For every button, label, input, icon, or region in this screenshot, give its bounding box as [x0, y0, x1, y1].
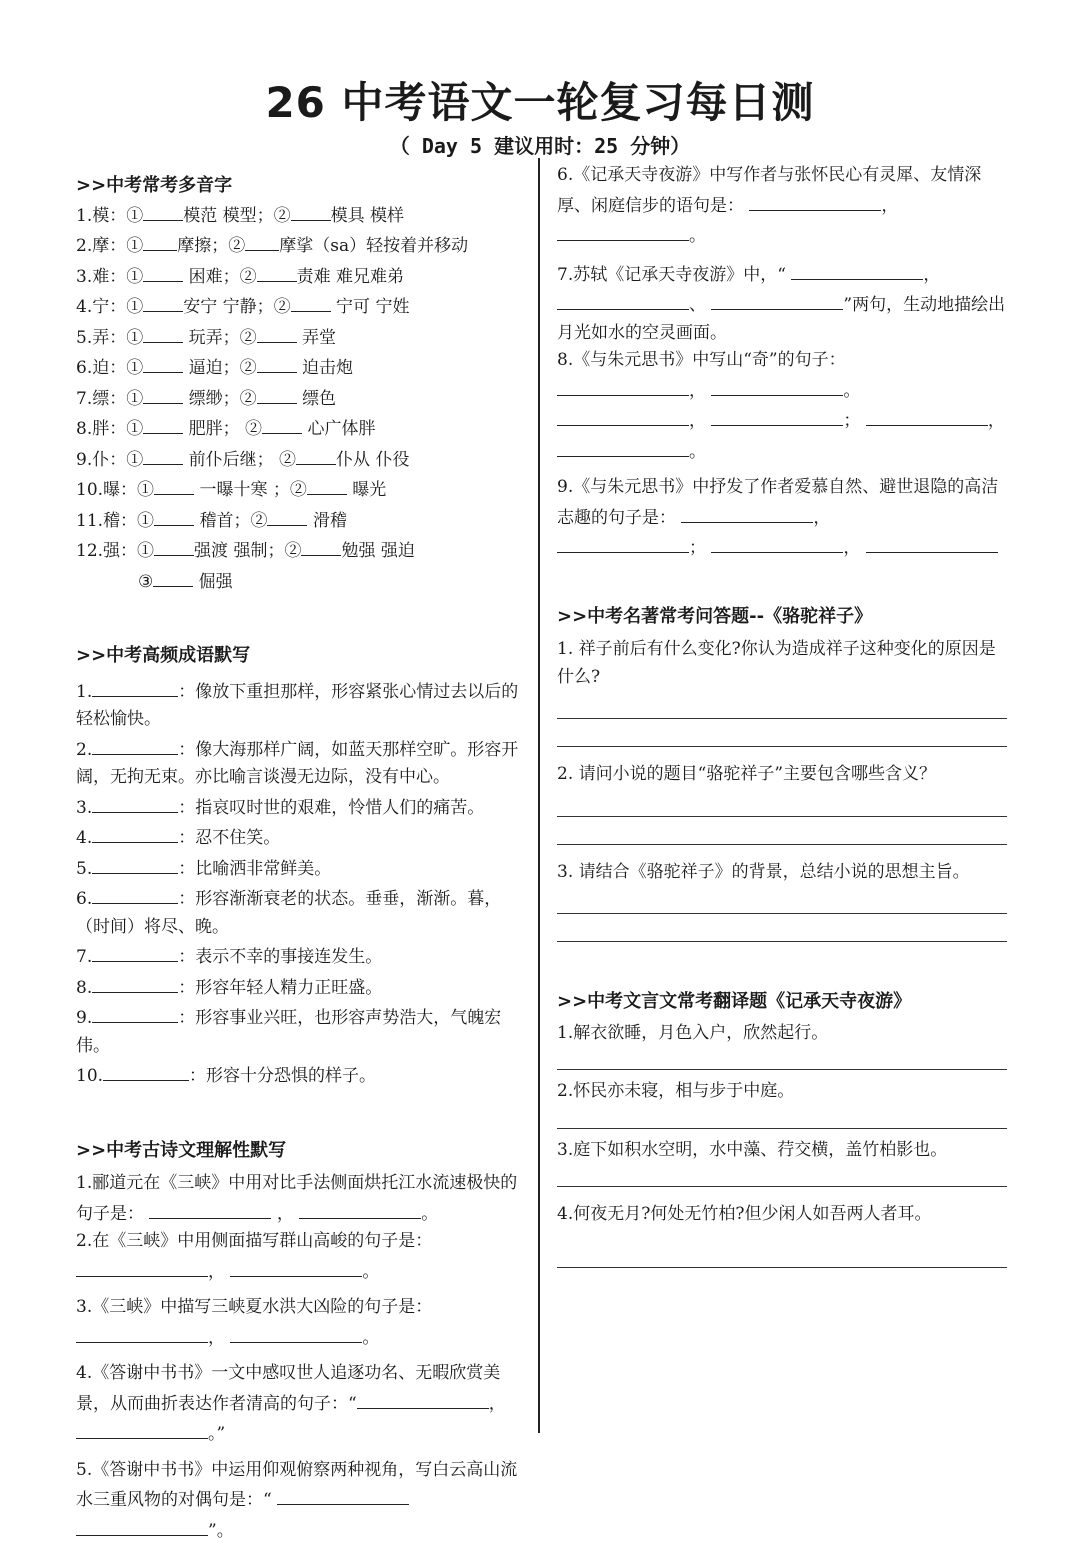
idiom-item: 2. ：像大海那样广阔，如蓝天那样空旷。形容开阔，无拘无束。亦比喻言谈漫无边际，没有中心。 [76, 734, 526, 792]
polyphonic-item: 10.曝：① 一曝十寒 ；② 曝光 [76, 474, 526, 505]
answer-blank[interactable] [103, 1060, 189, 1081]
answer-blank[interactable] [267, 505, 307, 526]
idiom-item: 6. ：形容渐渐衰老的状态。垂垂，渐渐。暮，（时间）将尽、晚。 [76, 883, 526, 941]
column-divider [538, 158, 540, 1433]
poetry-question-1: 1.郦道元在《三峡》中用对比手法侧面烘托江水流速极快的句子是： ， 。 [76, 1170, 526, 1228]
idiom-item: 10. ：形容十分恐惧的样子。 [76, 1060, 526, 1091]
polyphonic-item: 5.弄：① 玩弄；② 弄堂 [76, 322, 526, 353]
idiom-item: 3. ：指哀叹时世的艰难，怜惜人们的痛苦。 [76, 792, 526, 823]
answer-blank[interactable] [257, 352, 297, 373]
classic-question-3: 3. 请结合《骆驼祥子》的背景，总结小说的思想主旨。 [557, 859, 1007, 943]
answer-blank[interactable] [143, 444, 183, 465]
idiom-item: 5. ：比喻洒非常鲜美。 [76, 853, 526, 884]
answer-blank[interactable] [230, 1256, 362, 1277]
right-column [557, 162, 1007, 1268]
answer-blank[interactable] [866, 405, 988, 426]
section-heading-idioms: >>中考高频成语默写 [76, 642, 526, 670]
answer-blank[interactable] [299, 1198, 421, 1219]
answer-blank[interactable] [557, 532, 689, 553]
answer-blank[interactable] [154, 535, 194, 556]
answer-blank[interactable] [76, 1418, 208, 1439]
answer-blank[interactable] [262, 413, 302, 434]
answer-blank[interactable] [92, 822, 178, 843]
answer-blank[interactable] [92, 972, 178, 993]
polyphonic-item: 7.缥：① 缥缈；② 缥色 [76, 383, 526, 414]
answer-blank[interactable] [143, 322, 183, 343]
answer-blank[interactable] [230, 1322, 362, 1343]
polyphonic-item: 6.迫：① 逼迫；② 迫击炮 [76, 352, 526, 383]
translation-question-1: 1.解衣欲睡，月色入户，欣然起行。 [557, 1020, 1007, 1071]
answer-blank[interactable] [749, 190, 881, 211]
section-heading-classic: >>中考名著常考问答题--《骆驼祥子》 [557, 603, 1007, 631]
polyphonic-item: 11.稽：① 稽首；② 滑稽 [76, 505, 526, 536]
answer-blank[interactable] [92, 853, 178, 874]
answer-blank[interactable] [143, 413, 183, 434]
translation-question-3: 3.庭下如积水空明，水中藻、荇交横，盖竹柏影也。 [557, 1137, 1007, 1188]
polyphonic-item: 8.胖：① 肥胖； ② 心广体胖 [76, 413, 526, 444]
poetry-question-3: 3.《三峡》中描写三峡夏水洪大凶险的句子是： ， 。 [76, 1294, 526, 1352]
idiom-item: 9. ：形容事业兴旺，也形容声势浩大，气魄宏伟。 [76, 1002, 526, 1060]
answer-blank[interactable] [257, 383, 297, 404]
answer-line[interactable] [557, 1164, 1007, 1187]
answer-blank[interactable] [245, 230, 279, 251]
answer-line[interactable] [557, 817, 1007, 845]
answer-blank[interactable] [257, 322, 297, 343]
page-title: 26 中考语文一轮复习每日测 [0, 70, 1080, 130]
answer-blank[interactable] [307, 474, 347, 495]
answer-blank[interactable] [143, 230, 177, 251]
poetry-question-7: 7.苏轼《记承天寺夜游》中，“ ， 、 ”两句，生动地描绘出月光如水的空灵画面。 [557, 259, 1007, 348]
answer-line[interactable] [557, 914, 1007, 942]
answer-line[interactable] [557, 886, 1007, 914]
polyphonic-item: 12.强：① 强渡 强制；② 勉强 强迫 [76, 535, 526, 566]
answer-line[interactable] [557, 1047, 1007, 1070]
answer-blank[interactable] [277, 1484, 409, 1505]
answer-blank[interactable] [143, 261, 183, 282]
section-heading-polyphonic: >>中考常考多音字 [76, 172, 526, 200]
answer-blank[interactable] [711, 532, 843, 553]
translation-question-4: 4.何夜无月?何处无竹柏?但少闲人如吾两人者耳。 [557, 1201, 1007, 1268]
answer-blank[interactable] [76, 1322, 208, 1343]
answer-blank[interactable] [92, 792, 178, 813]
polyphonic-item: 3.难：① 困难；② 责难 难兄难弟 [76, 261, 526, 292]
idiom-item: 1. ：像放下重担那样，形容紧张心情过去以后的轻松愉快。 [76, 676, 526, 734]
left-column [76, 172, 526, 1545]
answer-blank[interactable] [154, 474, 194, 495]
poetry-question-4: 4.《答谢中书书》一文中感叹世人追逐功名、无暇欣赏美景，从而曲折表达作者清高的句子：“ ， 。” [76, 1360, 526, 1449]
answer-blank[interactable] [92, 1002, 178, 1023]
answer-line[interactable] [557, 691, 1007, 719]
answer-blank[interactable] [143, 352, 183, 373]
answer-blank[interactable] [143, 200, 183, 221]
poetry-list [76, 1170, 526, 1545]
answer-line[interactable] [557, 1106, 1007, 1129]
poetry-question-8: 8.《与朱元思书》中写山“奇”的句子： ， 。 ， ； ， 。 [557, 347, 1007, 466]
answer-blank[interactable] [76, 1515, 208, 1536]
polyphonic-item: 9.仆：① 前仆后继； ② 仆从 仆役 [76, 444, 526, 475]
answer-blank[interactable] [357, 1388, 489, 1409]
answer-blank[interactable] [143, 383, 183, 404]
answer-blank[interactable] [154, 505, 194, 526]
section-heading-translation: >>中考文言文常考翻译题《记承天寺夜游》 [557, 988, 1007, 1016]
answer-blank[interactable] [257, 261, 297, 282]
answer-line[interactable] [557, 719, 1007, 747]
poetry-question-5: 5.《答谢中书书》中运用仰观俯察两种视角，写白云高山流水三重风物的对偶句是：“ ”。 [76, 1457, 526, 1545]
answer-blank[interactable] [92, 676, 178, 697]
classic-question-2: 2. 请问小说的题目“骆驼祥子”主要包含哪些含义？ [557, 761, 1007, 845]
answer-blank[interactable] [557, 220, 689, 241]
polyphonic-item: 4.宁：① 安宁 宁静；② 宁可 宁姓 [76, 291, 526, 322]
answer-blank[interactable] [557, 375, 689, 396]
answer-blank[interactable] [296, 444, 336, 465]
polyphonic-item: 1.模：① 模范 模型；② 模具 模样 [76, 200, 526, 231]
idiom-item: 7. ：表示不幸的事接连发生。 [76, 941, 526, 972]
idiom-item: 4. ：忍不住笑。 [76, 822, 526, 853]
answer-blank[interactable] [76, 1256, 208, 1277]
answer-blank[interactable] [291, 200, 331, 221]
answer-blank[interactable] [711, 375, 843, 396]
poetry-question-9: 9.《与朱元思书》中抒发了作者爱慕自然、避世退隐的高洁志趣的句子是： ， ； ， [557, 474, 1007, 563]
polyphonic-item: 2.摩：① 摩擦；② 摩挲（sa）轻按着并移动 [76, 230, 526, 261]
polyphonic-item: ③ 倔强 [76, 566, 526, 597]
answer-blank[interactable] [153, 566, 193, 587]
section-heading-poetry: >>中考古诗文理解性默写 [76, 1137, 526, 1165]
polyphonic-list [76, 200, 526, 597]
answer-blank[interactable] [557, 289, 689, 310]
answer-blank[interactable] [149, 1198, 271, 1219]
answer-blank[interactable] [791, 259, 923, 280]
answer-blank[interactable] [92, 734, 178, 755]
answer-blank[interactable] [681, 502, 813, 523]
answer-blank[interactable] [143, 291, 183, 312]
answer-blank[interactable] [866, 532, 998, 553]
idiom-item: 8. ：形容年轻人精力正旺盛。 [76, 972, 526, 1003]
poetry-question-2: 2.在《三峡》中用侧面描写群山高峻的句子是： ， 。 [76, 1228, 526, 1286]
answer-blank[interactable] [92, 883, 178, 904]
poetry-question-6: 6.《记承天寺夜游》中写作者与张怀民心有灵犀、友情深厚、闲庭信步的语句是： ， 。 [557, 162, 1007, 251]
answer-blank[interactable] [557, 436, 689, 457]
page-subtitle: （ Day 5 建议用时：25 分钟） [0, 130, 1080, 159]
classic-question-1: 1. 祥子前后有什么变化?你认为造成祥子这种变化的原因是什么? [557, 636, 1007, 747]
translation-question-2: 2.怀民亦未寝，相与步于中庭。 [557, 1078, 1007, 1129]
answer-line[interactable] [557, 1229, 1007, 1268]
idiom-list [76, 676, 526, 1091]
answer-blank[interactable] [711, 405, 843, 426]
answer-blank[interactable] [291, 291, 331, 312]
answer-blank[interactable] [711, 289, 843, 310]
answer-line[interactable] [557, 789, 1007, 817]
answer-blank[interactable] [301, 535, 341, 556]
answer-blank[interactable] [92, 941, 178, 962]
answer-blank[interactable] [557, 405, 689, 426]
